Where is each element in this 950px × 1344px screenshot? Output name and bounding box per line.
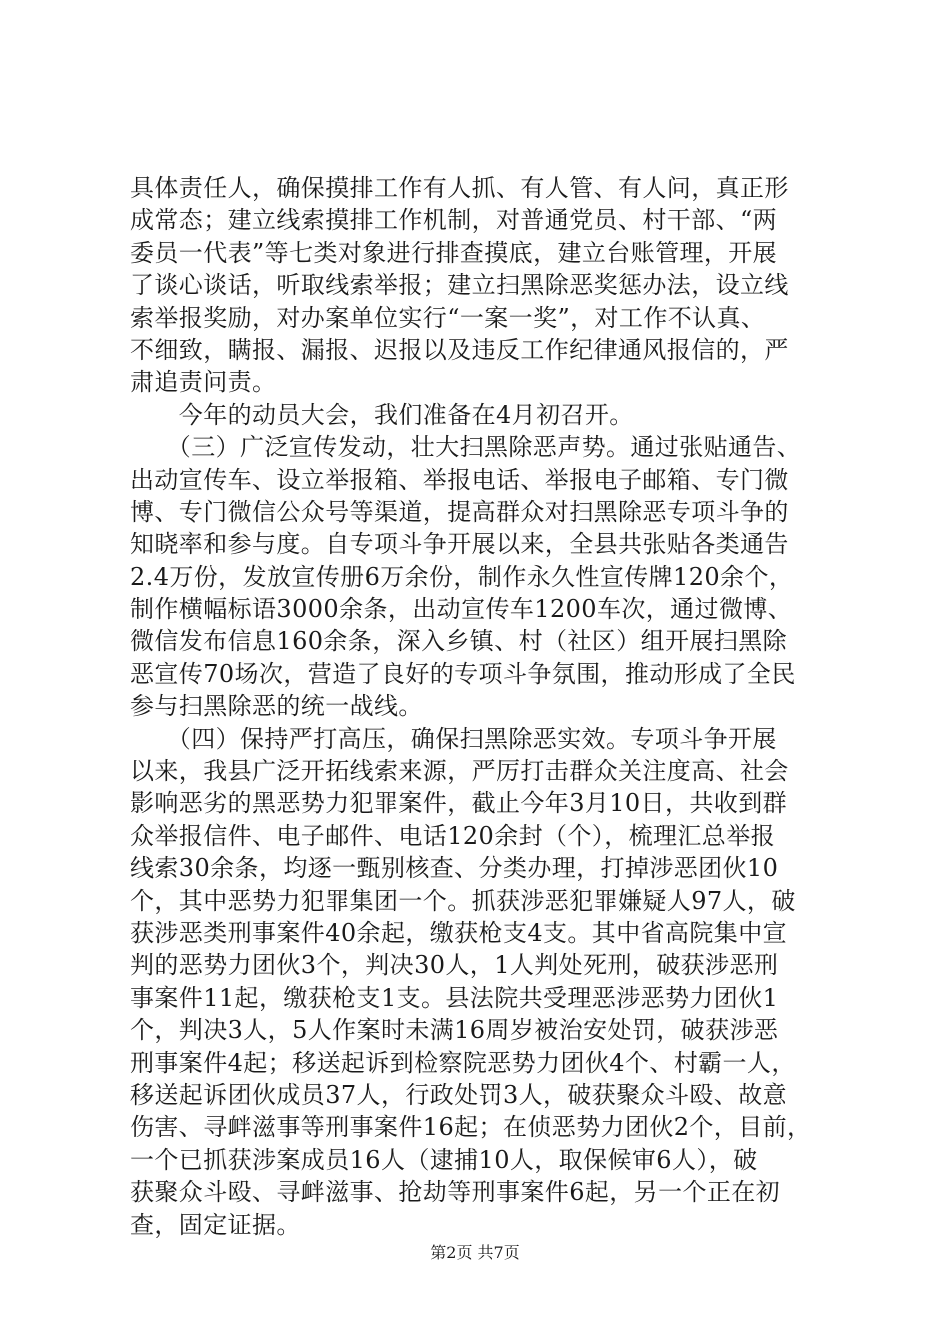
text-line: 伤害、寻衅滋事等刑事案件16起；在侦恶势力团伙2个，目前， xyxy=(130,1113,812,1142)
text-line: 众举报信件、电子邮件、电话120余封（个），梳理汇总举报 xyxy=(130,821,776,850)
text-line: 线索30余条，均逐一甄别核查、分类办理，打掉涉恶团伙10 xyxy=(130,854,779,883)
page-footer: 第2页 共7页 xyxy=(430,1243,520,1262)
text-line: 影响恶劣的黑恶势力犯罪案件，截止今年3月10日，共收到群 xyxy=(130,789,788,818)
section-heading-line: （三）广泛宣传发动，壮大扫黑除恶声势。通过张贴通告、 xyxy=(130,433,802,462)
text-line: 2.4万份，发放宣传册6万余份，制作永久性宣传牌120余个， xyxy=(130,562,794,591)
text-line: 恶宣传70场次，营造了良好的专项斗争氛围，推动形成了全民 xyxy=(130,659,796,688)
text-line: 出动宣传车、设立举报箱、举报电话、举报电子邮箱、专门微 xyxy=(130,465,789,494)
text-line: 不细致，瞒报、漏报、迟报以及违反工作纪律通风报信的，严 xyxy=(130,335,789,364)
text-line: 一个已抓获涉案成员16人（逮捕10人，取保候审6人），破 xyxy=(130,1145,758,1174)
body-text xyxy=(130,172,850,1241)
text-line: 成常态；建立线索摸排工作机制，对普通党员、村干部、“两 xyxy=(130,206,778,235)
text-line: 具体责任人，确保摸排工作有人抓、有人管、有人问，真正形 xyxy=(130,174,789,202)
text-line: 查，固定证据。 xyxy=(130,1210,301,1239)
text-line: 微信发布信息160余条，深入乡镇、村（社区）组开展扫黑除 xyxy=(130,627,788,656)
text-line: 以来，我县广泛开拓线索来源，严厉打击群众关注度高、社会 xyxy=(130,757,789,786)
text-line: 个，其中恶势力犯罪集团一个。抓获涉恶犯罪嫌疑人97人，破 xyxy=(130,886,796,915)
text-line: 索举报奖励，对办案单位实行“一案一奖”，对工作不认真、 xyxy=(130,303,766,332)
text-line: 博、专门微信公众号等渠道，提高群众对扫黑除恶专项斗争的 xyxy=(130,497,789,526)
text-line: 了谈心谈话，听取线索举报；建立扫黑除恶奖惩办法，设立线 xyxy=(130,271,789,300)
text-line: 获涉恶类刑事案件40余起，缴获枪支4支。其中省高院集中宣 xyxy=(130,918,788,947)
text-line: 制作横幅标语3000余条，出动宣传车1200车次，通过微博、 xyxy=(130,595,793,624)
section-heading-line: （四）保持严打高压，确保扫黑除恶实效。专项斗争开展 xyxy=(130,724,777,753)
text-line: 参与扫黑除恶的统一战线。 xyxy=(130,692,423,721)
text-line: 委员一代表”等七类对象进行排查摸底，建立台账管理，开展 xyxy=(130,238,778,267)
text-line: 移送起诉团伙成员37人，行政处罚3人，破获聚众斗殴、故意 xyxy=(130,1080,788,1109)
text-line: 个，判决3人，5人作案时未满16周岁被治安处罚，破获涉恶 xyxy=(130,1016,779,1045)
text-line: 知晓率和参与度。自专项斗争开展以来，全县共张贴各类通告 xyxy=(130,530,789,559)
text-line: 判的恶势力团伙3个，判决30人，1人判处死刑，破获涉恶刑 xyxy=(130,951,779,980)
text-line: 今年的动员大会，我们准备在4月初召开。 xyxy=(130,400,634,429)
text-line: 刑事案件4起；移送起诉到检察院恶势力团伙4个、村霸一人， xyxy=(130,1048,796,1077)
text-line: 事案件11起，缴获枪支1支。县法院共受理恶涉恶势力团伙1 xyxy=(130,983,779,1012)
text-line: 肃追责问责。 xyxy=(130,368,277,397)
text-line: 获聚众斗殴、寻衅滋事、抢劫等刑事案件6起，另一个正在初 xyxy=(130,1178,781,1207)
